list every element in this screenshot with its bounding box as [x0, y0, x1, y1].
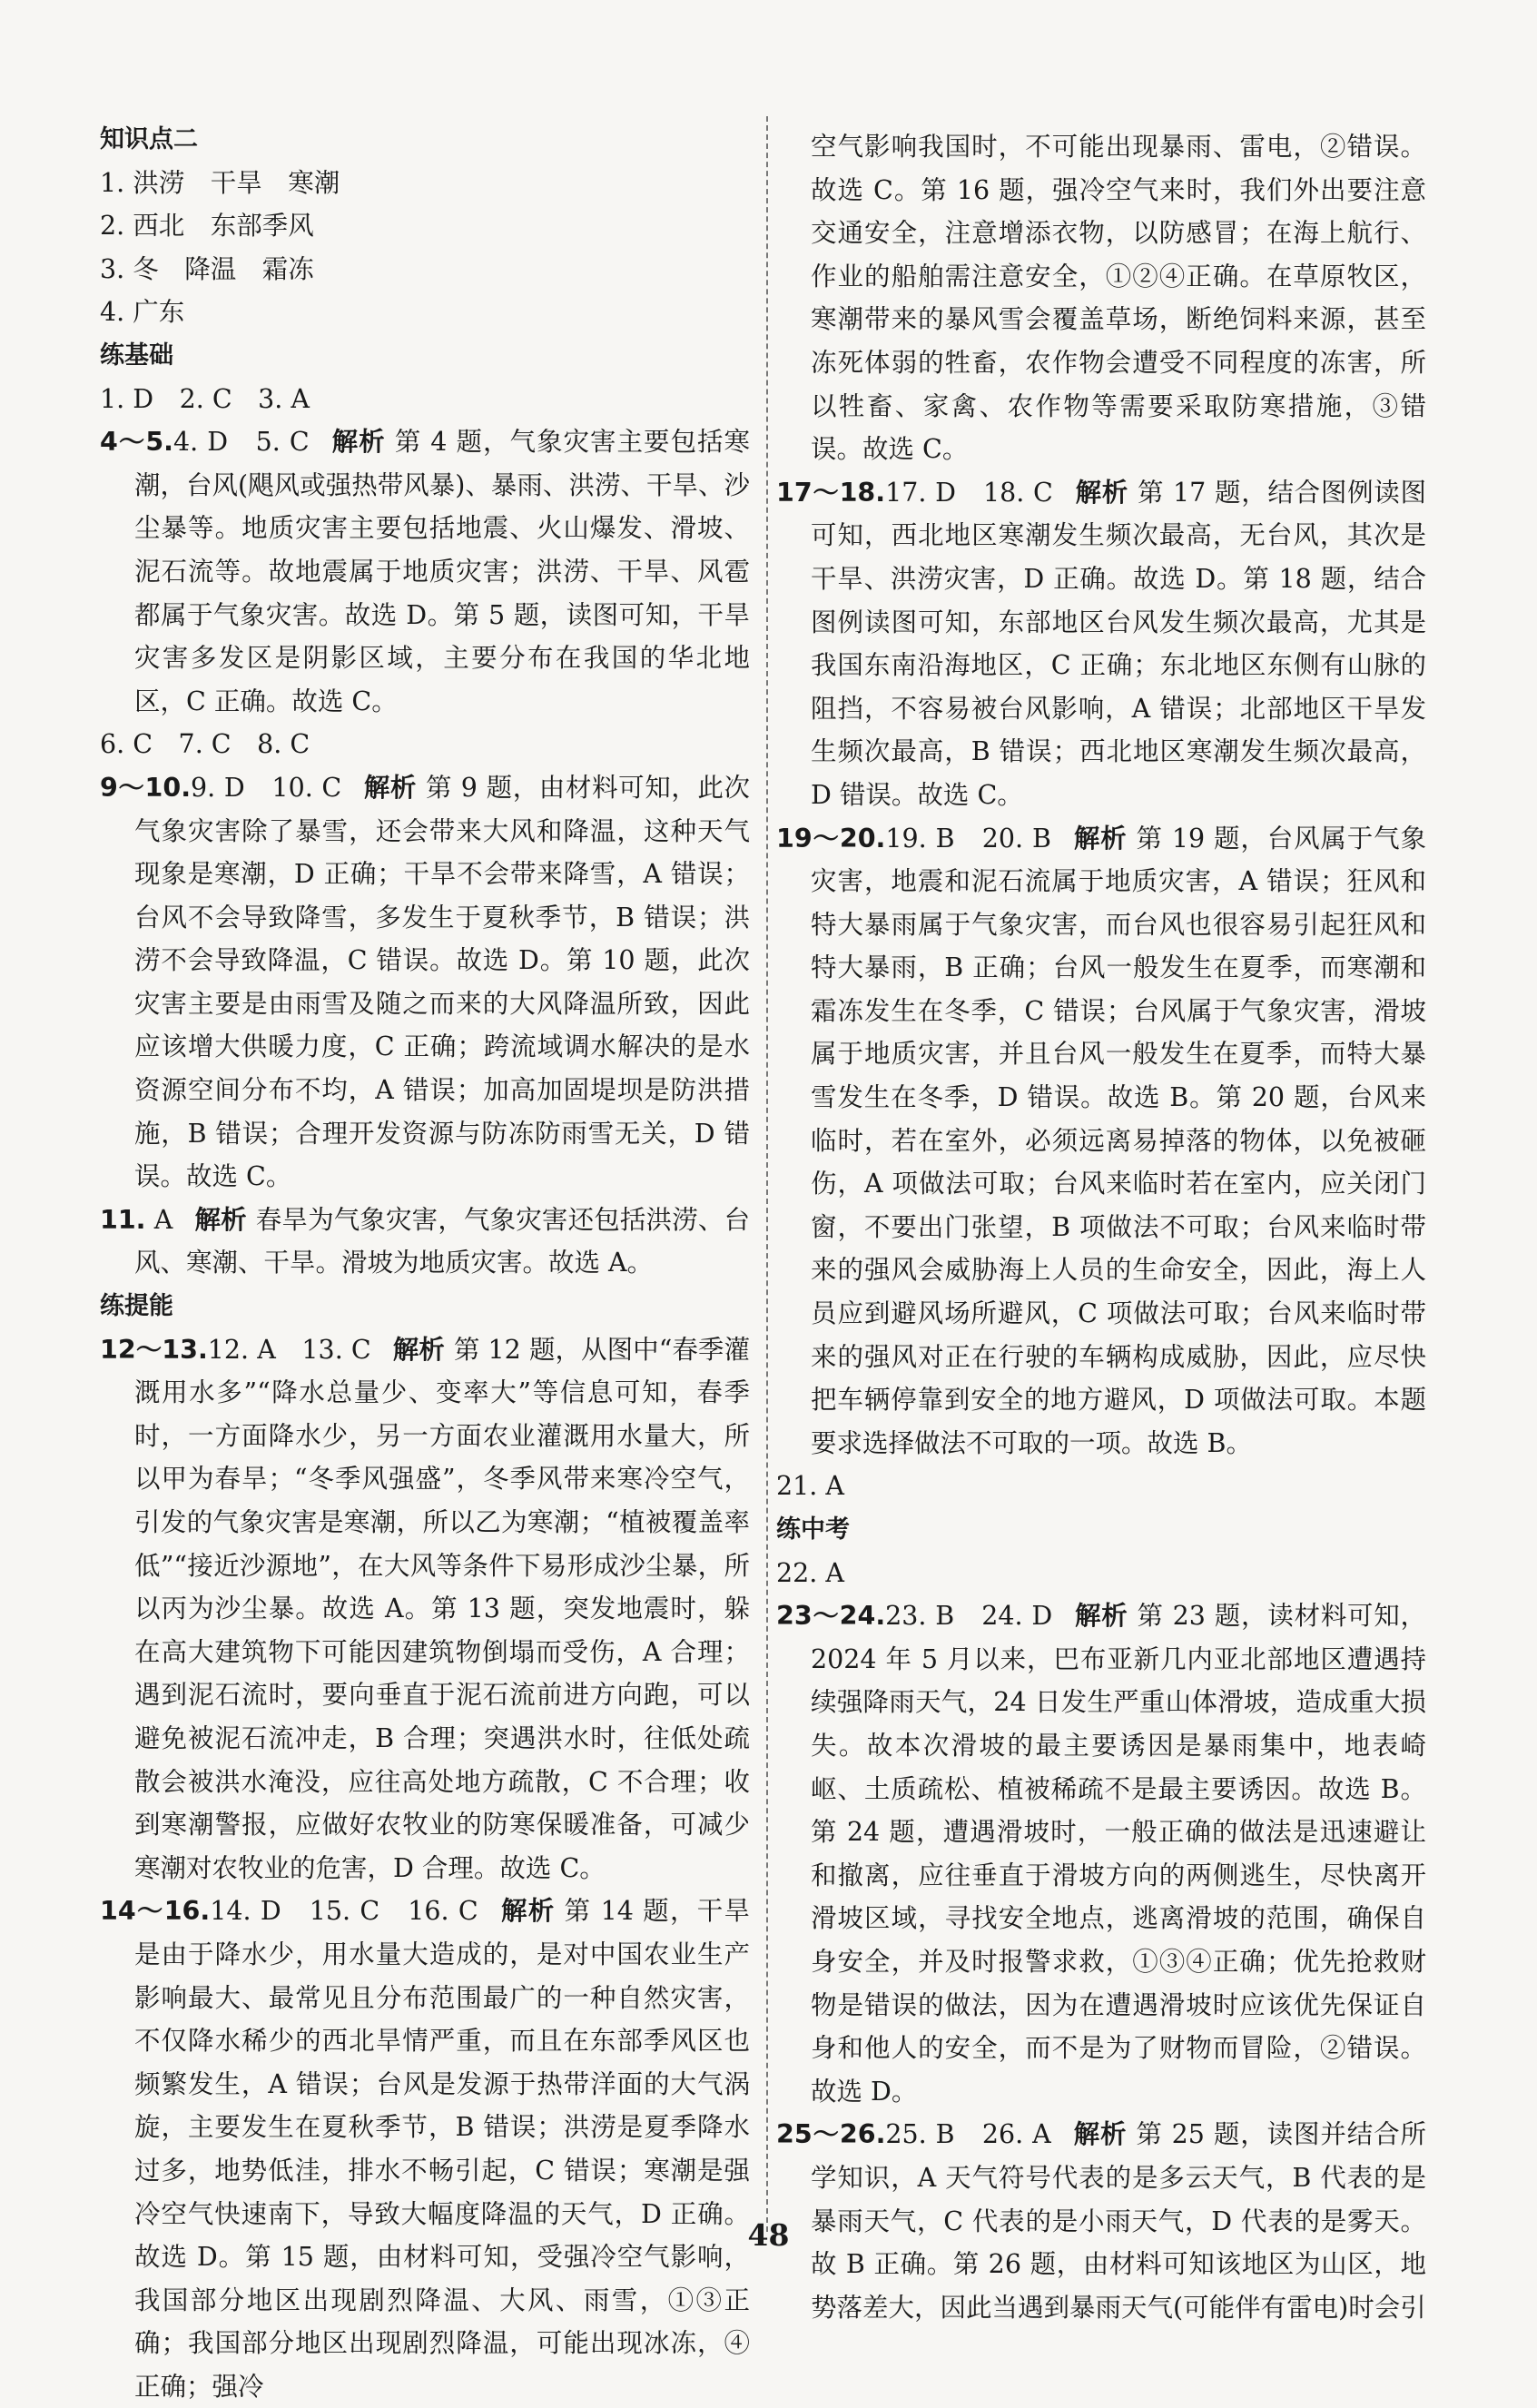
- answer-entry-continued: [776, 125, 1426, 471]
- analysis-label: 解析: [392, 1334, 445, 1365]
- question-range: 17～18.: [776, 477, 886, 508]
- analysis-text: 第 23 题，读材料可知，2024 年 5 月以来，巴布亚新几内亚北部地区遭遇持续强降雨天气，24 日发生严重山体滑坡，造成重大损失。故本次滑坡的最主要诱因是暴雨集中，地表崎岖、土质疏松、植被稀疏不是最主要诱因。故选 B。第 24 题，遭遇滑坡时，一般正确的做法是迅速避让和撤离，应往垂直于滑坡方向的两侧逃生，尽快离开滑坡区域，寻找安全地点，逃离滑坡的范围，确保自身安全，并及时报警求救，①③④正确；优先抢救财物是错误的做法，因为在遭遇滑坡时应该优先保证自身和他人的安全，而不是为了财物而冒险，②错误。故选 D。: [811, 1601, 1426, 2107]
- answer-line: 1. D 2. C 3. A: [100, 383, 310, 414]
- answer-entry: [776, 1594, 1426, 2113]
- answer-keys: 9. D 10. C: [191, 772, 342, 803]
- analysis-text: 第 19 题，台风属于气象灾害，地震和泥石流属于地质灾害，A 错误；狂风和特大暴雨属于气象灾害，而台风也很容易引起狂风和特大暴雨，B 正确；台风一般发生在夏季，而寒潮和霜冻发生在冬季，C 错误；台风属于气象灾害，滑坡属于地质灾害，并且台风一般发生在夏季，而特大暴雪发生在冬季，D 错误。故选 B。第 20 题，台风来临时，若在室外，必须远离易掉落的物体，以免被砸伤，A 项做法可取；台风来临时若在室内，应关闭门窗，不要出门张望，B 项做法不可取；台风来临时带来的强风会威胁海上人员的生命安全，因此，海上人员应到避风场所避风，C 项做法可取；台风来临时带来的强风对正在行驶的车辆构成威胁，因此，应尽快把车辆停靠到安全的地方避风，D 项做法可取。本题要求选择做法不可取的一项。故选 B。: [811, 823, 1427, 1458]
- analysis-label: 解析: [1074, 477, 1128, 508]
- page-number: 48: [747, 2217, 790, 2253]
- answer-keys: 19. B 20. B: [885, 823, 1051, 854]
- answer-entry: [100, 420, 750, 723]
- analysis-text: 第 25 题，读图并结合所学知识，A 天气符号代表的是多云天气，B 代表的是暴雨天气，C 代表的是小雨天气，D 代表的是雾天。故 B 正确。第 26 题，由材料可知该地区为山区，地势落差大，因此当遇到暴雨天气(可能伴有雷电)时会引: [811, 2119, 1426, 2323]
- analysis-text: 第 12 题，从图中“春季灌溉用水多”“降水总量少、变率大”等信息可知，春季时，一方面降水少，另一方面农业灌溉用水量大，所以甲为春旱；“冬季风强盛”，冬季风带来寒冷空气，引发的气象灾害是寒潮，所以乙为寒潮；“植被覆盖率低”“接近沙源地”，在大风等条件下易形成沙尘暴，所以丙为沙尘暴。故选 A。第 13 题，突发地震时，躲在高大建筑物下可能因建筑物倒塌而受伤，A 合理；遇到泥石流时，要向垂直于泥石流前进方向跑，可以避免被泥石流冲走，B 合理；突遇洪水时，往低处疏散会被洪水淹没，应往高处地方疏散，C 不合理；收到寒潮警报，应做好农牧业的防寒保暖准备，可减少寒潮对农牧业的危害，D 合理。故选 C。: [134, 1334, 750, 1883]
- analysis-label: 解析: [194, 1204, 247, 1235]
- analysis-label: 解析: [1074, 1601, 1128, 1632]
- answer-keys: 12. A 13. C: [207, 1334, 371, 1365]
- section-heading-exam: 练中考: [776, 1515, 850, 1544]
- question-range: 14～16.: [100, 1896, 211, 1927]
- analysis-text: 第 9 题，由材料可知，此次气象灾害除了暴雪，还会带来大风和降温，这种天气现象是寒潮，D 正确；干旱不会带来降雪，A 错误；台风不会导致降雪，多发生于夏秋季节，B 错误；洪涝不会导致降温，C 错误。故选 D。第 10 题，此次灾害主要是由雨雪及随之而来的大风降温所致，因此应该增大供暖力度，C 正确；跨流域调水解决的是水资源空间分布不均，A 错误；加高加固堤坝是防洪措施，B 错误；合理开发资源与防冻防雨雪无关，D 错误。故选 C。: [134, 772, 750, 1192]
- answer-entry: [100, 1328, 750, 1890]
- answer-line: 21. A: [776, 1471, 844, 1502]
- question-range: 9～10.: [100, 772, 192, 803]
- answer-line: 22. A: [776, 1557, 844, 1588]
- analysis-text: 第 17 题，结合图例读图可知，西北地区寒潮发生频次最高，无台风，其次是干旱、洪涝灾害，D 正确。故选 D。第 18 题，结合图例读图可知，东部地区台风发生频次最高，尤其是我国东南沿海地区，C 正确；东北地区东侧有山脉的阻挡，不容易被台风影响，A 错误；北部地区干旱发生频次最高，B 错误；西北地区寒潮发生频次最高，D 错误。故选 C。: [811, 477, 1426, 810]
- left-column: [100, 118, 750, 2408]
- analysis-text: 第 4 题，气象灾害主要包括寒潮，台风(飓风或强热带风暴)、暴雨、洪涝、干旱、沙尘暴等。地质灾害主要包括地震、火山爆发、滑坡、泥石流等。故地震属于地质灾害；洪涝、干旱、风雹都属于气象灾害。故选 D。第 5 题，读图可知，干旱灾害多发区是阴影区域，主要分布在我国的华北地区，C 正确。故选 C。: [134, 427, 750, 716]
- analysis-label: 解析: [1072, 2119, 1128, 2150]
- answer-entry: [100, 1890, 750, 2408]
- analysis-label: 解析: [330, 427, 386, 458]
- answer-keys: 4. D 5. C: [173, 427, 310, 458]
- analysis-label: 解析: [363, 772, 418, 803]
- answer-entry: [100, 1199, 750, 1285]
- answer-keys: 17. D 18. C: [885, 477, 1053, 508]
- question-range: 23～24.: [776, 1601, 886, 1632]
- answer-line: 3. 冬 降温 霜冻: [100, 253, 314, 284]
- answer-line: 1. 洪涝 干旱 寒潮: [100, 167, 340, 198]
- question-range: 12～13.: [100, 1334, 208, 1365]
- answer-keys: 23. B 24. D: [885, 1601, 1053, 1632]
- analysis-label: 解析: [499, 1896, 556, 1927]
- answer-keys: A: [153, 1204, 173, 1235]
- right-column: [776, 125, 1426, 2329]
- section-heading-knowledge-2: 知识点二: [100, 125, 198, 153]
- question-range: 25～26.: [776, 2119, 886, 2150]
- question-range: 19～20.: [776, 823, 886, 854]
- question-range: 11.: [100, 1204, 146, 1235]
- answer-line: 4. 广东: [100, 297, 185, 328]
- question-range: 4～5.: [100, 427, 173, 458]
- analysis-label: 解析: [1072, 823, 1128, 854]
- answer-entry: [100, 766, 750, 1199]
- answer-keys: 25. B 26. A: [885, 2119, 1051, 2150]
- answer-line: 6. C 7. C 8. C: [100, 729, 310, 760]
- analysis-text: 空气影响我国时，不可能出现暴雨、雷电，②错误。故选 C。第 16 题，强冷空气来时，我们外出要注意交通安全，注意增添衣物，以防感冒；在海上航行、作业的船舶需注意安全，①②④正确。在草原牧区，寒潮带来的暴风雪会覆盖草场，断绝饲料来源，甚至冻死体弱的牲畜，农作物会遭受不同程度的冻害，所以牲畜、家禽、农作物等需要采取防寒措施，③错误。故选 C。: [811, 132, 1426, 465]
- section-heading-basic: 练基础: [100, 340, 173, 370]
- answer-entry: [776, 471, 1426, 817]
- answer-keys: 14. D 15. C 16. C: [210, 1896, 478, 1927]
- column-divider: [766, 116, 768, 2232]
- section-heading-improve: 练提能: [100, 1292, 173, 1321]
- analysis-text: 春旱为气象灾害，气象灾害还包括洪涝、台风、寒潮、干旱。滑坡为地质灾害。故选 A。: [134, 1204, 750, 1278]
- answer-line: 2. 西北 东部季风: [100, 211, 314, 242]
- analysis-text: 第 14 题，干旱是由于降水少，用水量大造成的，是对中国农业生产影响最大、最常见且分布范围最广的一种自然灾害，不仅降水稀少的西北旱情严重，而且在东部季风区也频繁发生，A 错误；台风是发源于热带洋面的大气涡旋，主要发生在夏秋季节，B 错误；洪涝是夏季降水过多，地势低洼，排水不畅引起，C 错误；寒潮是强冷空气快速南下，导致大幅度降温的天气，D 正确。故选 D。第 15 题，由材料可知，受强冷空气影响，我国部分地区出现剧烈降温、大风、雨雪，①③正确；我国部分地区出现剧烈降温，可能出现冰冻，④正确；强冷: [134, 1896, 750, 2402]
- answer-entry: [776, 817, 1426, 1466]
